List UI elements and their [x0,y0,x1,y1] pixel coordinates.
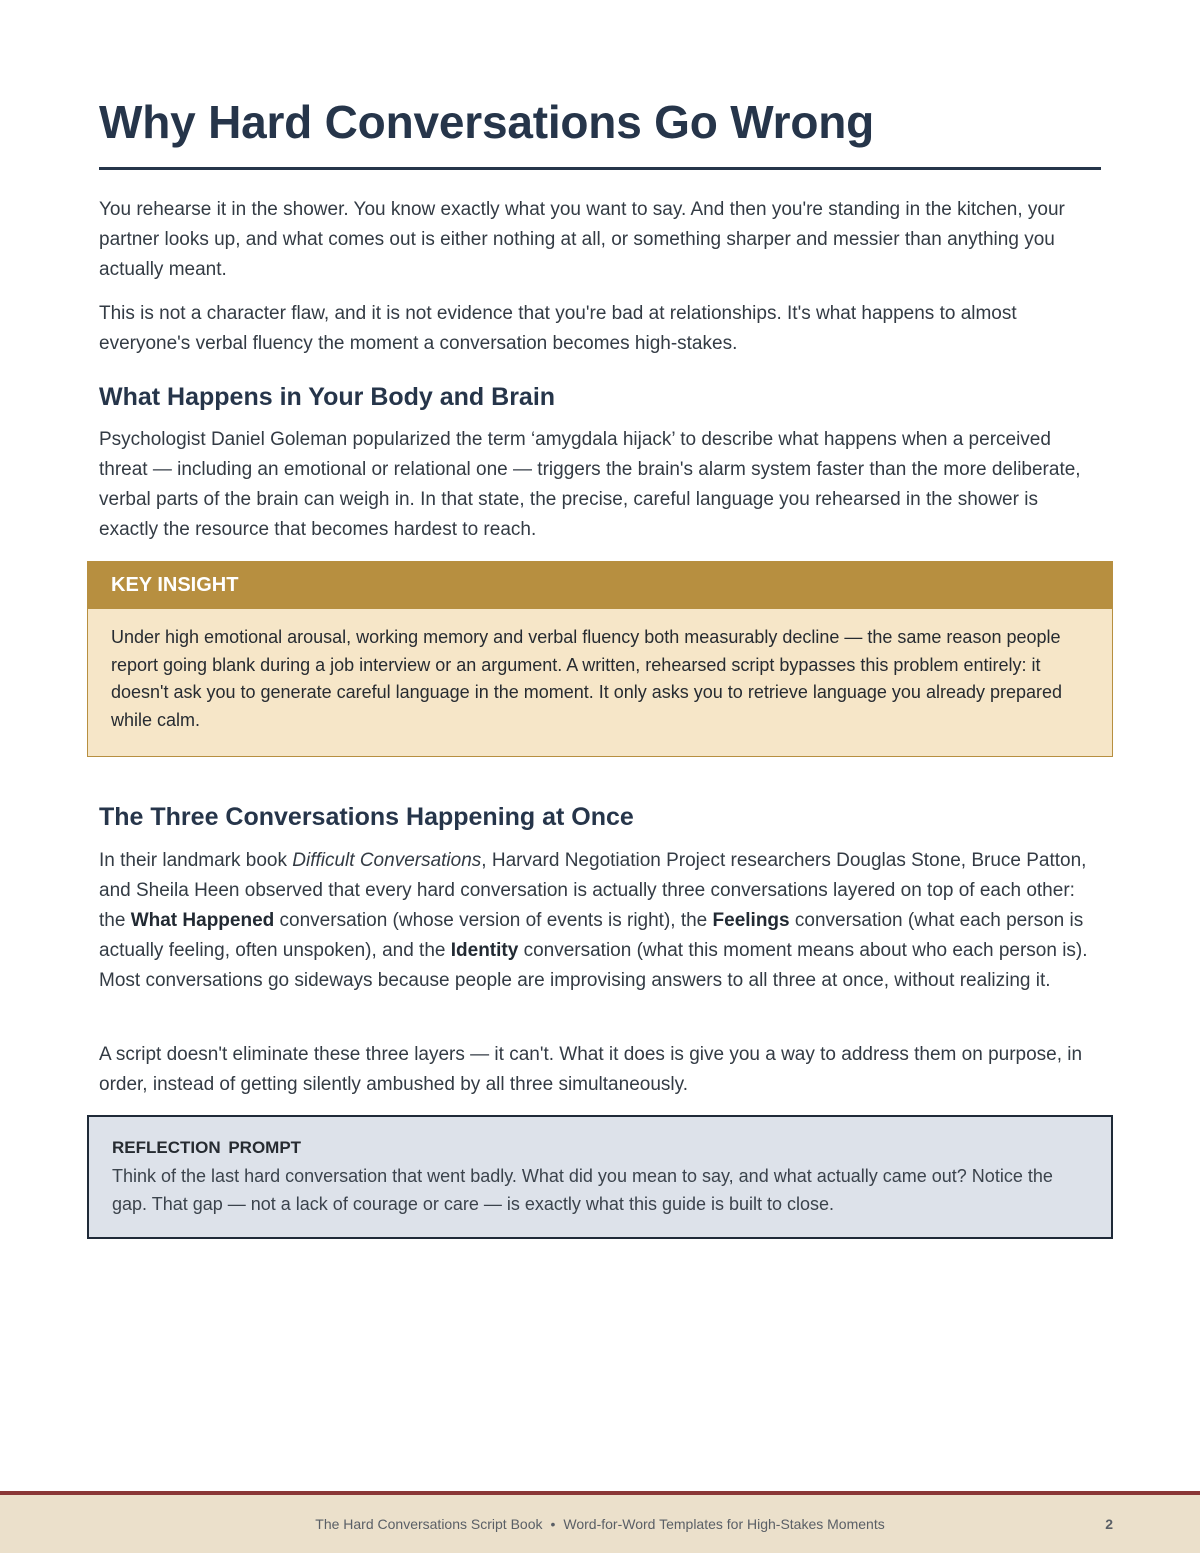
key-insight-callout [87,561,1113,757]
term-what-happened: What Happened [130,910,275,931]
page-footer [0,1491,1200,1553]
term-feelings: Feelings [712,910,790,931]
page-title: Why Hard Conversations Go Wrong [99,96,875,148]
text-run: conversation (whose version of events is right), the [274,910,713,931]
title-divider [99,167,1101,170]
footer-divider [0,1491,1200,1495]
intro-paragraph-2: This is not a character flaw, and it is not evidence that you're bad at relationships. It's what happens to almost everyone's verbal fluency the moment a conversation becomes high-stakes. [99,303,1017,354]
footer-separator: • [550,1516,556,1532]
term-identity: Identity [450,940,519,961]
intro-paragraph-1: You rehearse it in the shower. You know exactly what you want to say. And then you're standing in the kitchen, your partner looks up, and what comes out is either nothing at all, or something sharper and messier than anything you actually meant. [99,199,1065,280]
key-insight-text: Under high emotional arousal, working memory and verbal fluency both measurably decline — the same reason people report going blank during a job interview or an argument. A written, rehearsed script bypasses this problem entirely: it doesn't ask you to generate careful language in the moment. It only asks you to retrieve language you already prepared while calm. [111,627,1063,730]
footer-book-title: The Hard Conversations Script Book [315,1516,543,1532]
key-insight-label: KEY INSIGHT [88,562,1112,609]
reflection-prompt-callout [87,1115,1113,1239]
text-run: In their landmark book [99,850,293,871]
section-heading-three-conversations: The Three Conversations Happening at Once [99,803,634,831]
section-paragraph-script-layers: A script doesn't eliminate these three layers — it can't. What it does is give you a way to address them on purpose, in order, instead of getting silently ambushed by all three simultaneously. [99,1044,1083,1095]
footer-subtitle: Word-for-Word Templates for High-Stakes Moments [563,1516,885,1532]
section-paragraph-three-conversations [99,846,1101,996]
footer-caption [0,1516,1200,1532]
text-run: conversation (what this moment means about who each person is). Most conversations go sideways because people are improvising answers to all three at once, without realizing it. [99,940,1088,991]
text-run: conversation (what each person is actually feeling, often unspoken), and the [99,910,1084,961]
reflection-prompt-label: REFLECTION PROMPT [112,1138,302,1157]
text-run: , Harvard Negotiation Project researchers Douglas Stone, Bruce Patton, and Sheila Heen observed that every hard conversation is actually three conversations layered on top of each other: the [99,850,1087,931]
book-title: Difficult Conversations [292,850,482,871]
reflection-prompt-text: Think of the last hard conversation that went badly. What did you mean to say, and what actually came out? Notice the gap. That gap — not a lack of courage or care — is exactly what this guide is built to close. [112,1166,1053,1214]
section-heading-body-brain: What Happens in Your Body and Brain [99,383,556,411]
page-number: 2 [1105,1516,1113,1532]
section-paragraph-body-brain: Psychologist Daniel Goleman popularized the term ‘amygdala hijack’ to describe what happens when a perceived threat — including an emotional or relational one — triggers the brain's alarm system faster than the more deliberate, verbal parts of the brain can weigh in. In that state, the precise, careful language you rehearsed in the shower is exactly the resource that becomes hardest to reach. [99,429,1081,540]
